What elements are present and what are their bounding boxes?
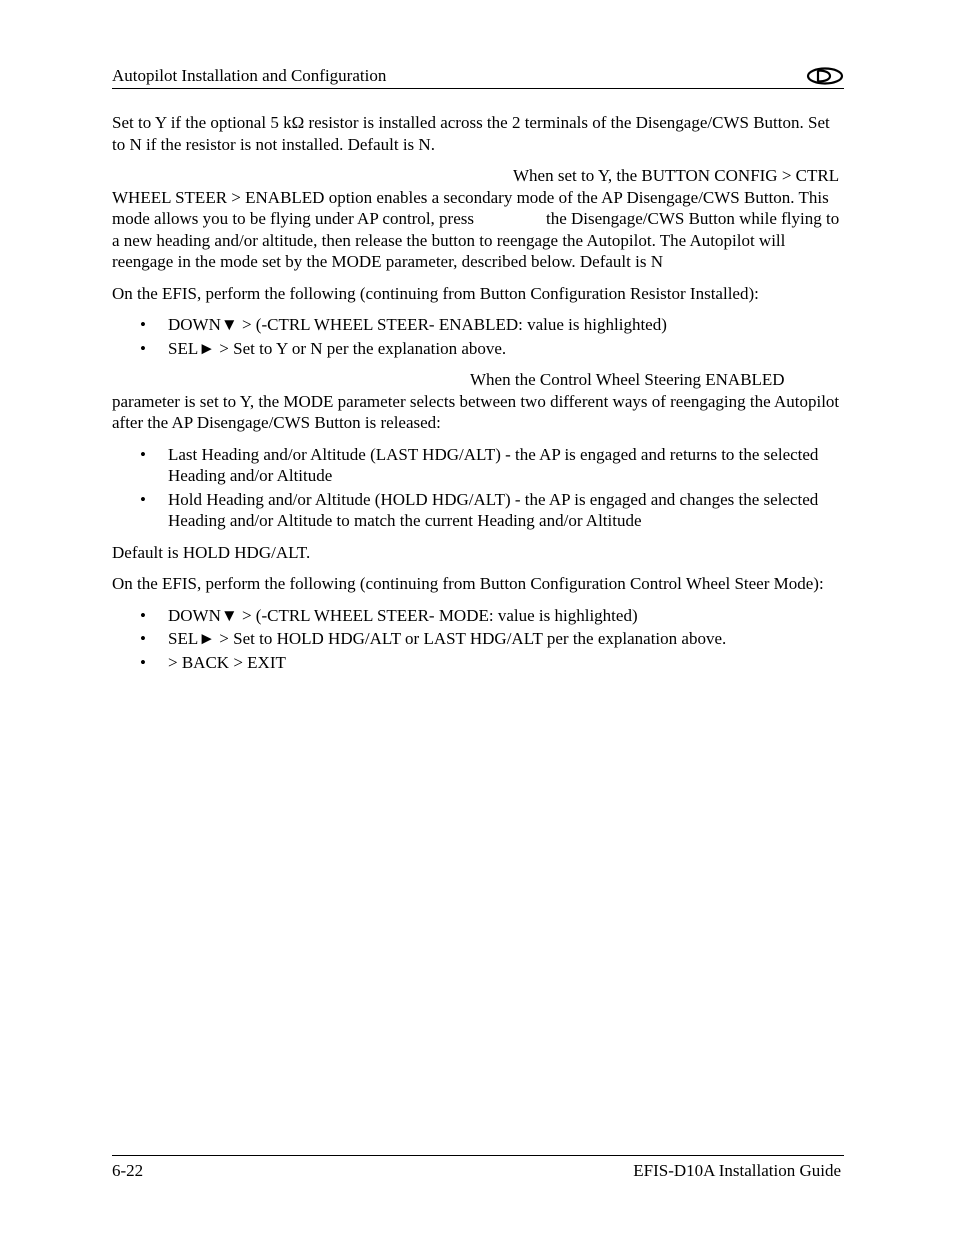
step-list-1 (112, 314, 844, 359)
paragraph-mode: When the Control Wheel Steering ENABLED parameter is set to Y, the MODE parameter selects between two different ways of reengaging the Autopilot after the AP Disengage/CWS Button is released: (112, 370, 840, 432)
page-header (112, 64, 844, 89)
guide-title: EFIS-D10A Installation Guide (633, 1161, 841, 1180)
list-item: • Last Heading and/or Altitude (LAST HDG/ALT) - the AP is engaged and returns to the selected Heading and/or Altitude (168, 444, 844, 487)
dynon-logo-icon (806, 67, 844, 91)
paragraph-efis-steps-1: On the EFIS, perform the following (continuing from Button Configuration Resistor Installed): (112, 283, 759, 303)
mode-list (112, 444, 844, 532)
list-item: • SEL► > Set to HOLD HDG/ALT or LAST HDG/ALT per the explanation above. (168, 628, 844, 650)
page-number: 6-22 (112, 1161, 144, 1180)
paragraph-cws-enabled-part1: When set to Y, the BUTTON CONFIG > CTRL WHEEL STEER > ENABLED option enables a secondary mode of the AP Disengage/CWS Button. This mode allows you to be flying under AP control, press (112, 166, 839, 228)
paragraph-default-mode: Default is HOLD HDG/ALT. (112, 542, 311, 562)
paragraph-efis-steps-2: On the EFIS, perform the following (continuing from Button Configuration Control Wheel Steer Mode): (112, 574, 824, 593)
page-footer (112, 1155, 844, 1184)
paragraph-cws-enabled-part2: the Disengage/CWS Button while flying to a new heading and/or altitude, then release the button to reengage the Autopilot. The Autopilot will reengage in the mode set by the MODE parameter, described below. Default is N (112, 209, 840, 271)
list-item: • Hold Heading and/or Altitude (HOLD HDG/ALT) - the AP is engaged and changes the selected Heading and/or Altitude to match the current Heading and/or Altitude (168, 489, 844, 532)
paragraph-cws-enabled (112, 165, 844, 273)
header-title: Autopilot Installation and Configuration (112, 66, 387, 85)
paragraph-resistor: Set to Y if the optional 5 kΩ resistor is installed across the 2 terminals of the Disengage/CWS Button. Set to N if the resistor is not installed. Default is N. (112, 113, 830, 154)
list-item: • SEL► > Set to Y or N per the explanation above. (168, 338, 844, 360)
list-item: • DOWN▼ > (-CTRL WHEEL STEER- MODE: value is highlighted) (168, 605, 844, 627)
step-list-2 (112, 605, 844, 674)
page-content (112, 112, 844, 683)
list-item: • DOWN▼ > (-CTRL WHEEL STEER- ENABLED: value is highlighted) (168, 314, 844, 336)
list-item: • > BACK > EXIT (168, 652, 844, 674)
